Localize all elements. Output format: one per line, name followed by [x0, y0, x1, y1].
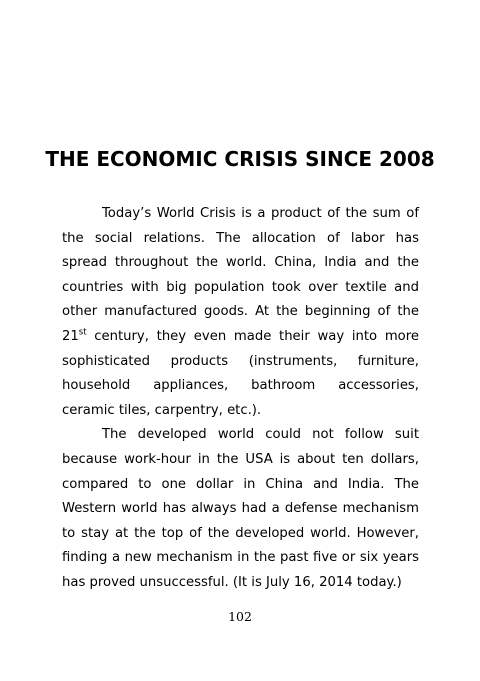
body-text	[62, 202, 419, 596]
ordinal-suffix: st	[78, 327, 87, 338]
paragraph-1	[62, 202, 419, 423]
paragraph-2: The developed world could not follow suit because work-hour in the USA is about ten dollars, compared to one dollar in China and India. The Western world has always had a defense mechanism to stay at the top of the developed world. However, finding a new mechanism in the past five or six years has proved unsuccessful. (It is July 16, 2014 today.)	[62, 427, 419, 590]
paragraph-1-text-start: Today’s World Crisis is a product of the sum of the social relations. The allocation of labor has spread throughout the world. China, India and the countries with big population took over textile and other manufactured goods. At the beginning of the 21	[62, 206, 419, 344]
chapter-title: THE ECONOMIC CRISIS SINCE 2008	[45, 147, 435, 171]
page-number: 102	[228, 609, 252, 624]
paragraph-1-text-end: century, they even made their way into more sophisticated products (instruments, furniture, household appliances, bathroom accessories, ceramic tiles, carpentry, etc.).	[62, 328, 419, 418]
